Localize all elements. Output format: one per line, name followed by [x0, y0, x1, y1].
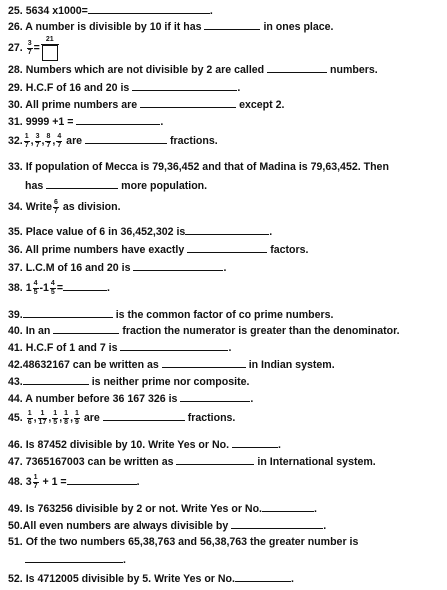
answer-blank[interactable]: [88, 4, 210, 14]
question-number: 42.: [8, 359, 23, 371]
question-42: 42.48632167 can be written as in Indian system.: [8, 359, 335, 371]
answer-blank[interactable]: [85, 134, 167, 144]
question-41: 41. H.C.F of 1 and 7 is .: [8, 342, 232, 354]
answer-blank[interactable]: [67, 475, 137, 485]
question-29: 29. H.C.F of 16 and 20 is .: [8, 82, 241, 94]
question-text-end: in ones place.: [263, 21, 334, 33]
question-51: 51. Of the two numbers 65,38,763 and 56,38,763 the greater number is: [8, 536, 359, 548]
question-number: 40.: [8, 325, 23, 337]
question-text: are: [66, 134, 83, 147]
question-number: 46.: [8, 439, 23, 451]
fraction: $\frac{4}{7}$: [57, 133, 62, 149]
answer-blank[interactable]: [25, 553, 123, 563]
answer-blank[interactable]: [231, 519, 323, 529]
answer-blank[interactable]: [235, 572, 291, 582]
question-number: 47.: [8, 456, 23, 468]
question-36: 36. All prime numbers have exactly factors.: [8, 244, 309, 256]
question-50: 50.All even numbers are always divisible by .: [8, 520, 327, 532]
answer-blank[interactable]: [185, 225, 269, 235]
question-text-end: except 2.: [239, 99, 285, 111]
answer-blank[interactable]: [46, 179, 118, 189]
question-49: 49. Is 763256 divisible by 2 or not. Write Yes or No. .: [8, 503, 317, 515]
question-33-cont: has more population.: [25, 180, 208, 192]
question-52: 52. Is 4712005 divisible by 5. Write Yes or No. .: [8, 573, 294, 585]
answer-box[interactable]: [42, 45, 58, 61]
question-number: 43.: [8, 376, 23, 388]
question-number: 39.: [8, 309, 23, 321]
answer-blank[interactable]: [140, 98, 236, 108]
answer-blank[interactable]: [53, 324, 119, 334]
question-46: 46. Is 87452 divisible by 10. Write Yes or No. .: [8, 439, 281, 451]
question-38: 38. 1 $\frac{4}{5}$ -1 $\frac{4}{5}$ = .: [8, 280, 110, 296]
question-number: 48.: [8, 475, 23, 488]
question-44: 44. A number before 36 167 326 is .: [8, 393, 254, 405]
question-33: [8, 161, 389, 174]
answer-blank[interactable]: [262, 502, 314, 512]
answer-blank[interactable]: [103, 411, 185, 421]
question-number: 50.: [8, 520, 23, 532]
question-35: 35. Place value of 6 in 36,452,302 is .: [8, 226, 273, 238]
question-text: If population of Mecca is 79,36,452 and that of Madina is 79,63,452. Then: [25, 161, 389, 173]
question-34: 34. Write $\frac{6}{7}$ as division.: [8, 199, 121, 215]
question-32: 32. $\frac{1}{7}$ , $\frac{3}{7}$ , $\frac{8}{7}$ , $\frac{4}{7}$ are fractions.: [8, 133, 218, 149]
fraction: $\frac{6}{7}$: [53, 199, 58, 215]
question-45: 45. $\frac{1}{6}$ , $\frac{1}{17}$ , $\frac{1}{5}$ , $\frac{1}{8}$ , $\frac{1}{9}$ are fractions.: [8, 410, 236, 426]
answer-blank[interactable]: [23, 375, 89, 385]
question-text-end: numbers.: [330, 64, 378, 76]
question-43: 43. is neither prime nor composite.: [8, 376, 250, 388]
fraction: $\frac{1}{5}$: [53, 410, 58, 426]
question-text: 5634 x1000=: [25, 5, 88, 17]
answer-blank[interactable]: [23, 308, 113, 318]
answer-blank[interactable]: [133, 261, 223, 271]
question-text: A number is divisible by 10 if it has: [25, 21, 202, 33]
question-text: H.C.F of 16 and 20 is: [25, 82, 130, 94]
question-text-end: fractions.: [169, 134, 218, 147]
fraction: $\frac{1}{7}$: [33, 474, 38, 490]
question-number: 30.: [8, 99, 23, 111]
question-number: 52.: [8, 573, 23, 585]
answer-blank[interactable]: [176, 455, 254, 465]
question-48: 48. 3 $\frac{1}{7}$ + 1 = .: [8, 474, 140, 490]
answer-blank[interactable]: [63, 281, 107, 291]
question-text: 9999 +1 =: [25, 116, 74, 128]
question-number: 37.: [8, 262, 23, 274]
question-number: 41.: [8, 342, 23, 354]
answer-blank[interactable]: [180, 392, 250, 402]
fraction: $\frac{1}{17}$: [38, 410, 47, 426]
question-number: 35.: [8, 226, 23, 238]
question-number: 34.: [8, 200, 23, 213]
question-number: 45.: [8, 411, 23, 424]
question-number: 25.: [8, 5, 23, 17]
answer-blank[interactable]: [132, 81, 237, 91]
fraction: $\frac{4}{5}$: [33, 280, 38, 296]
question-number: 27.: [8, 42, 23, 55]
answer-blank[interactable]: [267, 63, 327, 73]
question-number: 36.: [8, 244, 23, 256]
question-text: Numbers which are not divisible by 2 are called: [25, 64, 265, 76]
question-28: [8, 63, 378, 77]
fraction: $\frac{3}{7}$: [35, 133, 40, 149]
question-number: 32.: [8, 134, 23, 147]
fraction: $\frac{3}{7}$: [27, 40, 32, 56]
fraction-with-box: 21: [41, 36, 59, 61]
question-47: 47. 7365167003 can be written as in International system.: [8, 456, 376, 468]
fraction: $\frac{4}{5}$: [50, 280, 55, 296]
answer-blank[interactable]: [232, 438, 278, 448]
question-30: [8, 98, 284, 112]
question-number: 51.: [8, 536, 23, 548]
question-number: 33.: [8, 161, 23, 173]
question-26: [8, 20, 334, 34]
question-number: 31.: [8, 116, 23, 128]
question-number: 29.: [8, 82, 23, 94]
answer-blank[interactable]: [187, 243, 267, 253]
fraction: $\frac{1}{7}$: [24, 133, 29, 149]
question-27: 27. $\frac{3}{7}$ = 21: [8, 36, 60, 61]
question-39: 39. is the common factor of co prime numbers.: [8, 309, 334, 321]
answer-blank[interactable]: [120, 341, 228, 351]
question-number: 26.: [8, 21, 23, 33]
answer-blank[interactable]: [76, 115, 160, 125]
answer-blank[interactable]: [162, 358, 246, 368]
answer-blank[interactable]: [204, 20, 260, 30]
question-31: 31. 9999 +1 = .: [8, 116, 164, 128]
question-25: 25. 5634 x1000= .: [8, 5, 213, 17]
question-number: 28.: [8, 64, 23, 76]
question-51-cont: .: [25, 553, 126, 567]
fraction: $\frac{8}{7}$: [46, 133, 51, 149]
question-number: 38.: [8, 281, 23, 294]
fraction: $\frac{1}{6}$: [27, 410, 32, 426]
question-number: 49.: [8, 503, 23, 515]
question-37: 37. L.C.M of 16 and 20 is .: [8, 262, 227, 274]
question-40: 40. In an fraction the numerator is greater than the denominator.: [8, 325, 400, 337]
fraction: $\frac{1}{9}$: [75, 410, 79, 426]
question-text: All prime numbers are: [25, 99, 138, 111]
fraction: $\frac{1}{8}$: [64, 410, 69, 426]
question-number: 44.: [8, 393, 23, 405]
